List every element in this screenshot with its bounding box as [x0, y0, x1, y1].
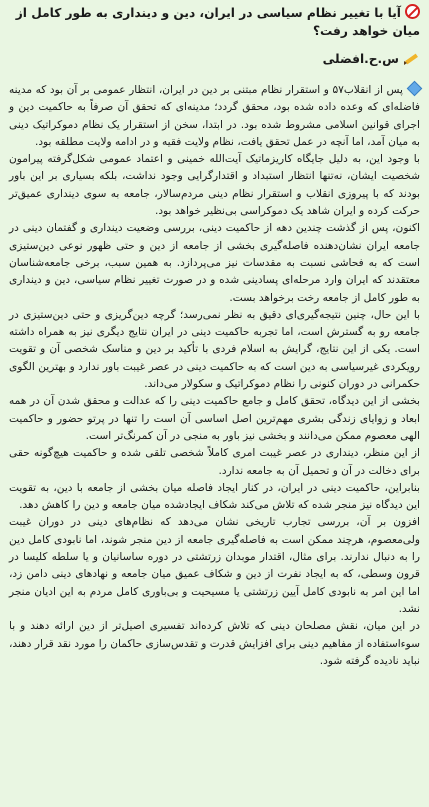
article-title-row: [9, 4, 420, 40]
paragraph-1: [9, 82, 420, 151]
pencil-icon: [404, 54, 420, 64]
paragraph-4: با این حال، چنین نتیجه‌گیری‌ای دقیق به نظر نمی‌رسد؛ گرچه دین‌گریزی و حتی دین‌ستیزی در جامعه رو به گسترش است، اما تجربه حاکمیت دینی در ایران نتایج دیگری نیز به همراه داشته است. یکی از این نتایج، گرایش به اسلام فردی با تأکید بر دین و مناسک شخصی آن و تقویت رویکردی غیرسیاسی به دین است که به حاکمیت دینی در عصر غیبت باور ندارد و بهترین الگوی حکمرانی در دوران کنونی را نظام دموکراتیک و سکولار می‌داند.: [9, 308, 420, 391]
paragraph-7: بنابراین، حاکمیت دینی در ایران، در کنار ایجاد فاصله میان بخشی از جامعه با دین، به تقویت این دیدگاه نیز منجر شده که تلاش می‌کند شکاف ایجادشده میان جامعه و دین را کاهش دهد.: [9, 481, 420, 512]
paragraph-5: بخشی از این دیدگاه، تحقق کامل و جامع حاکمیت دینی را که عدالت و محقق شدن آن در همه ابعاد و زوایای زندگی بشری مهم‌ترین اصل اساسی آن است را تنها در پرتو حضور و حاکمیت الهی معصوم ممکن می‌دانند و بخشی نیز باور به منجی در آن کمرنگ‌تر است.: [9, 395, 420, 442]
paragraph-1-text: پس از انقلاب۵۷ و استقرار نظام مبتنی بر دین در ایران، انتظار عمومی بر آن بود که مدینه فاضله‌ای که وعده داده شده بود، محقق گردد؛ مدینه‌ای که تحقق آن صرفاً به حاکمیت دین و اجرای قوانین اسلامی مشروط شده بود. در ابتدا، سخن از استقرار یک نظام دموکراتیک دینی به میان آمد، اما آنچه در عمل تحقق یافت، نظام ولایت فقیه و در ادامه ولایت مطلقه بود.: [9, 84, 420, 148]
paragraph-6: از این منظر، دینداری در عصر غیبت امری کاملاً شخصی تلقی شده و حاکمیت هیچ‌گونه حقی برای دخالت در آن و تحمیل آن به جامعه ندارد.: [9, 447, 420, 477]
paragraph-3: اکنون، پس از گذشت چندین دهه از حاکمیت دینی، بررسی وضعیت دینداری و گفتمان دینی در جامعه ایران نشان‌دهنده فاصله‌گیری بخشی از جامعه از دین و حتی ظهور نوعی دین‌ستیزی است که به فحاشی نسبت به مقدسات نیز می‌پردازد. به همین سبب، برخی جامعه‌شناسان معتقدند که ایران وارد مرحله‌ای پسادینی شده و در صورت تغییر نظام سیاسی، دین و دینداری به طور کامل از جامعه رخت برخواهد بست.: [9, 222, 420, 304]
paragraph-2: با وجود این، به دلیل جایگاه کاریزماتیک آیت‌الله خمینی و اعتماد عمومی شکل‌گرفته پیرامون شخصیت ایشان، نه‌تنها انتظار استبداد و اقتدارگرایی وجود نداشت، بلکه بسیاری بر این باور بودند که با پیروزی انقلاب و استقرار نظام دینی مردم‌سالار، جامعه به سوی دینداری عمیق‌تر حرکت کرده و ایران شاهد یک دموکراسی بی‌نظیر خواهد بود.: [9, 153, 420, 218]
article-title: آیا با تغییر نظام سیاسی در ایران، دین و دینداری به طور کامل از میان خواهد رفت؟: [15, 6, 420, 38]
author-name: س.ح.افضلی: [322, 52, 399, 66]
paragraph-9: در این میان، نقش مصلحان دینی که تلاش کرده‌اند تفسیری اصیل‌تر از دین ارائه دهند و با سوءاستفاده از مفاهیم دینی برای افزایش قدرت و تقدس‌سازی حاکمان را مورد نقد قرار دهند، نباید نادیده گرفته شود.: [9, 620, 420, 667]
author-line: [9, 50, 420, 68]
prohibited-icon: [405, 4, 420, 19]
diamond-icon: [407, 81, 423, 97]
paragraph-8: افزون بر آن، بررسی تجارب تاریخی نشان می‌دهد که نظام‌های دینی در دوران غیبت ولی‌معصوم، هرچند ممکن است به فاصله‌گیری جامعه از دین منجر شوند، اما نابودی کامل دین را به دنبال ندارند. برای مثال، اقتدار موبدان زرتشتی در دوره ساسانیان و یا سلطه کلیسا در قرون وسطی، که به ایجاد نفرت از دین و شکاف عمیق میان جامعه و نهادهای دینی دامن زد، اما این امر به نابودی کامل آیین زرتشتی یا مسیحیت و بی‌باوری کامل مردم به این ادیان منجر نشد.: [9, 516, 420, 615]
